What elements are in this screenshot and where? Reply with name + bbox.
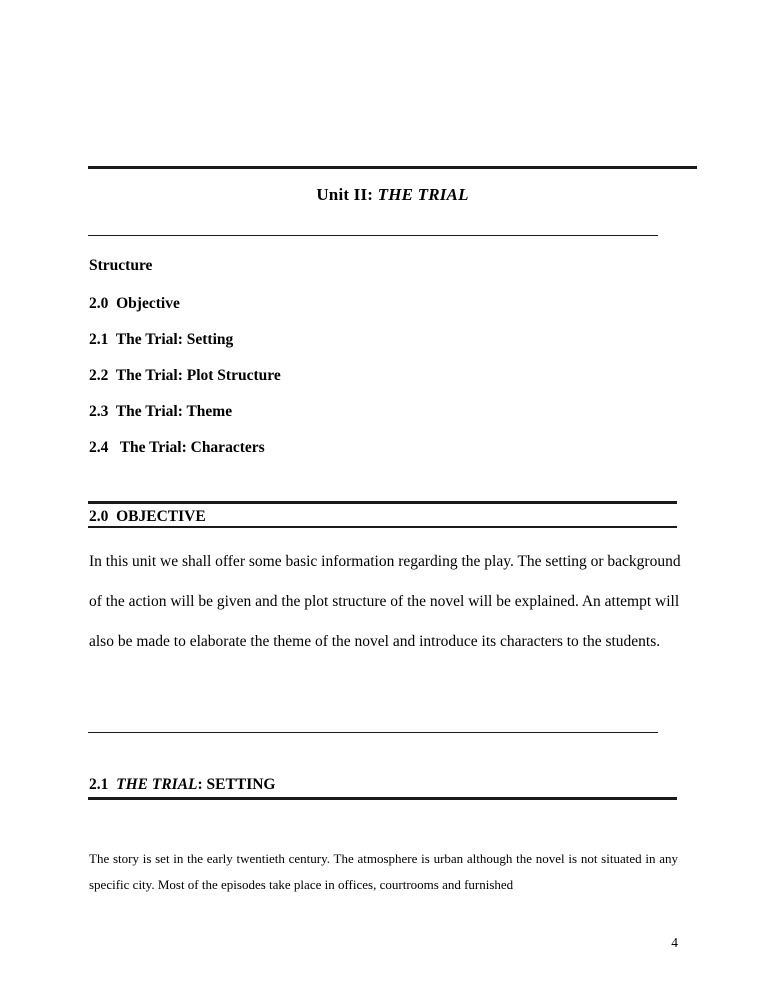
- structure-item-number: 2.0: [89, 295, 109, 312]
- header-rule-bottom: [88, 235, 658, 236]
- structure-item-number: 2.2: [89, 367, 109, 384]
- structure-item-number: 2.4: [89, 439, 109, 456]
- objective-paragraph: In this unit we shall offer some basic information regarding the play. The setting or background of the action will be given and the plot structure of the novel will be explained. An attempt will also be made to elaborate the theme of the novel and introduce its characters to the students.: [89, 553, 681, 650]
- header-rule-top: [88, 166, 697, 169]
- structure-item-number: 2.1: [89, 331, 109, 348]
- page-number: 4: [671, 935, 678, 950]
- structure-item-label: The Trial: Plot Structure: [108, 367, 281, 384]
- structure-item-label: Objective: [108, 295, 180, 312]
- section-number-gap: [108, 776, 116, 793]
- page-title: [88, 185, 697, 205]
- objective-rule-top: [88, 501, 677, 504]
- structure-block: [89, 257, 649, 475]
- section-separator-rule: [88, 732, 658, 733]
- structure-item-label: The Trial: Characters: [108, 439, 265, 456]
- structure-label: Structure: [89, 257, 153, 274]
- section-title-suffix: : SETTING: [197, 776, 276, 793]
- setting-rule-bottom: [88, 797, 677, 800]
- structure-item: [89, 367, 649, 385]
- section-title-emphasis: THE TRIAL: [116, 776, 198, 793]
- structure-item: [89, 295, 649, 313]
- section-number: 2.0: [89, 508, 109, 525]
- section-heading-objective: [89, 508, 206, 526]
- setting-paragraph: The story is set in the early twentieth century. The atmosphere is urban although the novel is not situated in any specific city. Most of the episodes take place in offices, courtrooms and furnished: [89, 851, 678, 892]
- structure-item-number: 2.3: [89, 403, 109, 420]
- page-title-emphasis: THE TRIAL: [377, 185, 469, 204]
- structure-item-label: The Trial: Setting: [108, 331, 234, 348]
- page-title-prefix: Unit II:: [316, 185, 378, 204]
- section-heading-setting: [89, 776, 275, 794]
- structure-item: [89, 403, 649, 421]
- section-title: OBJECTIVE: [108, 508, 206, 525]
- structure-item-label: The Trial: Theme: [108, 403, 233, 420]
- structure-item: [89, 331, 649, 349]
- section-number: 2.1: [89, 776, 109, 793]
- structure-item: [89, 439, 649, 457]
- objective-rule-bottom: [88, 526, 677, 528]
